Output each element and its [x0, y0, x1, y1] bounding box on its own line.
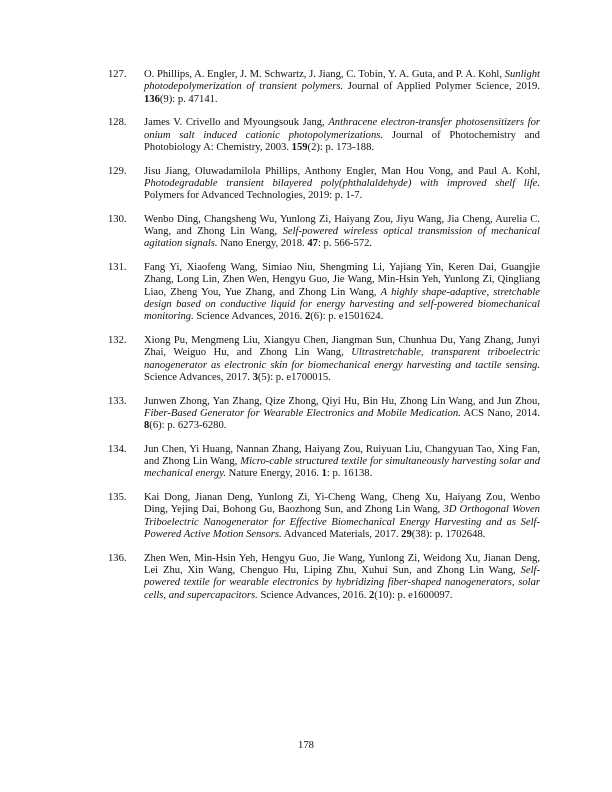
reference-body: [144, 69, 540, 106]
reference-title: Self-powered wireless optical transmission of mechanical agitation signals.: [144, 226, 540, 250]
reference-pages: (38): p. 1702648.: [411, 529, 486, 541]
reference-volume: 47: [307, 238, 318, 250]
reference-number: 134.: [108, 443, 127, 455]
reference-body: [144, 117, 540, 154]
reference-number: 129.: [108, 165, 127, 177]
reference-venue: Advanced Materials, 2017.: [283, 529, 399, 541]
reference-title: Photodegradable transient bilayered poly(phthalaldehyde) with improved shelf life.: [144, 177, 540, 189]
reference-number: 135.: [108, 492, 127, 504]
reference-pages: : p. 566-572.: [317, 238, 373, 250]
reference-body: [144, 492, 540, 541]
reference-item: [108, 117, 540, 154]
reference-venue: Polymers for Advanced Technologies, 2019: p. 1-7.: [144, 190, 363, 202]
reference-pages: (9): p. 47141.: [159, 93, 218, 105]
reference-item: [108, 166, 540, 203]
reference-volume: 2: [304, 311, 311, 323]
reference-venue: Nano Energy, 2018.: [220, 238, 305, 250]
reference-volume: 29: [401, 529, 412, 541]
reference-item: [108, 553, 540, 602]
reference-venue: Science Advances, 2016.: [260, 589, 367, 601]
reference-pages: : p. 16138.: [326, 468, 373, 480]
reference-title: Ultrastretchable, transparent triboelectric nanogenerator as electronic skin for biomechanical energy harvesting and tactile sensing.: [144, 347, 540, 371]
reference-number: 131.: [108, 262, 127, 274]
reference-authors: Xiong Pu, Mengmeng Liu, Xiangyu Chen, Jiangman Sun, Chunhua Du, Yang Zhang, Junyi Zhai, Weiguo Hu, and Zhong Lin Wang,: [144, 335, 540, 359]
reference-body: [144, 214, 540, 251]
reference-body: [144, 396, 540, 433]
reference-venue: Nature Energy, 2016.: [228, 468, 319, 480]
reference-pages: (2): p. 173-188.: [307, 141, 375, 153]
reference-venue: Journal of Photochemistry and Photobiology A: Chemistry, 2003.: [144, 129, 540, 153]
reference-authors: Kai Dong, Jianan Deng, Yunlong Zi, Yi-Cheng Wang, Cheng Xu, Haiyang Zou, Wenbo Ding, Yejing Dai, Bohong Gu, Baozhong Sun, and Zhong Lin Wang,: [144, 492, 540, 516]
reference-volume: 1: [321, 468, 327, 480]
reference-item: [108, 444, 540, 481]
reference-item: [108, 492, 540, 541]
reference-body: [144, 553, 540, 602]
reference-authors: Fang Yi, Xiaofeng Wang, Simiao Niu, Shengming Li, Yajiang Yin, Keren Dai, Guangjie Zhang, Long Lin, Zhen Wen, Hengyu Guo, Jie Wang, Min-Hsin Yeh, Yunlong Zi, Qingliang Liao, Zheng You, Yue Zhang, and Zhong Lin Wang,: [144, 262, 540, 298]
reference-authors: O. Phillips, A. Engler, J. M. Schwartz, J. Jiang, C. Tobin, Y. A. Guta, and P. A. Kohl,: [144, 69, 502, 80]
reference-title: Micro-cable structured textile for simultaneously harvesting solar and mechanical energy.: [144, 456, 540, 480]
reference-item: [108, 262, 540, 323]
reference-body: [144, 166, 540, 203]
reference-item: [108, 396, 540, 433]
reference-venue: Science Advances, 2017.: [144, 371, 250, 383]
reference-number: 128.: [108, 117, 127, 129]
reference-title: Sunlight photodepolymerization of transient polymers.: [144, 69, 540, 93]
reference-authors: Jun Chen, Yi Huang, Nannan Zhang, Haiyang Zou, Ruiyuan Liu, Changyuan Tao, Xing Fan, and Zhong Lin Wang,: [144, 443, 540, 468]
reference-number: 130.: [108, 213, 127, 225]
reference-volume: 136: [144, 93, 160, 105]
reference-volume: 8: [144, 420, 150, 432]
reference-authors: James V. Crivello and Myoungsouk Jang,: [144, 117, 325, 129]
reference-title: Fiber-Based Generator for Wearable Electronics and Mobile Medication.: [144, 407, 461, 419]
reference-pages: (5): p. e1700015.: [257, 371, 331, 383]
reference-number: 132.: [108, 335, 127, 346]
reference-authors: Jisu Jiang, Oluwadamilola Phillips, Anthony Engler, Man Hou Vong, and Paul A. Kohl,: [144, 165, 540, 177]
reference-item: [108, 335, 540, 384]
reference-title: 3D Orthogonal Woven Triboelectric Nanogenerator for Effective Biomechanical Energy Harvesting and as Self-Powered Active Motion Sensors.: [144, 504, 540, 541]
reference-venue: Science Advances, 2016.: [196, 311, 303, 323]
reference-title: Anthracene electron-transfer photosensitizers for onium salt induced cationic photopolymerizations.: [144, 117, 541, 141]
reference-volume: 3: [252, 371, 258, 383]
reference-title: Self-powered textile for wearable electronics by hybridizing fiber-shaped nanogenerators, solar cells, and supercapacitors.: [144, 565, 540, 601]
reference-venue: Journal of Applied Polymer Science, 2019.: [347, 81, 540, 93]
reference-authors: Wenbo Ding, Changsheng Wu, Yunlong Zi, Haiyang Zou, Jiyu Wang, Jia Cheng, Aurelia C. Wang, and Zhong Lin Wang,: [144, 213, 540, 238]
reference-number: 133.: [108, 395, 127, 407]
reference-venue: ACS Nano, 2014.: [463, 407, 540, 419]
reference-pages: (6): p. 6273-6280.: [149, 420, 227, 432]
reference-list: [108, 69, 540, 613]
reference-authors: Junwen Zhong, Yan Zhang, Qize Zhong, Qiyi Hu, Bin Hu, Zhong Lin Wang, and Jun Zhou,: [144, 395, 540, 407]
reference-title: A highly shape-adaptive, stretchable design based on conductive liquid for energy harvesting and self-powered biomechanical monitoring.: [144, 286, 540, 323]
reference-authors: Zhen Wen, Min-Hsin Yeh, Hengyu Guo, Jie Wang, Yunlong Zi, Weidong Xu, Jianan Deng, Lei Zhu, Xin Wang, Chenguo Hu, Liping Zhu, Xuhui Sun, and Zhong Lin Wang,: [144, 552, 540, 577]
reference-pages: (6): p. e1501624.: [310, 311, 384, 323]
reference-item: [108, 69, 540, 106]
reference-body: [144, 444, 540, 481]
reference-body: [144, 262, 540, 323]
reference-pages: (10): p. e1600097.: [374, 589, 453, 601]
reference-number: 127.: [108, 69, 127, 80]
reference-item: [108, 214, 540, 251]
reference-volume: 159: [291, 141, 308, 153]
reference-body: [144, 335, 540, 384]
reference-number: 136.: [108, 552, 127, 564]
reference-volume: 2: [369, 589, 375, 601]
page-number: 178: [298, 740, 314, 751]
